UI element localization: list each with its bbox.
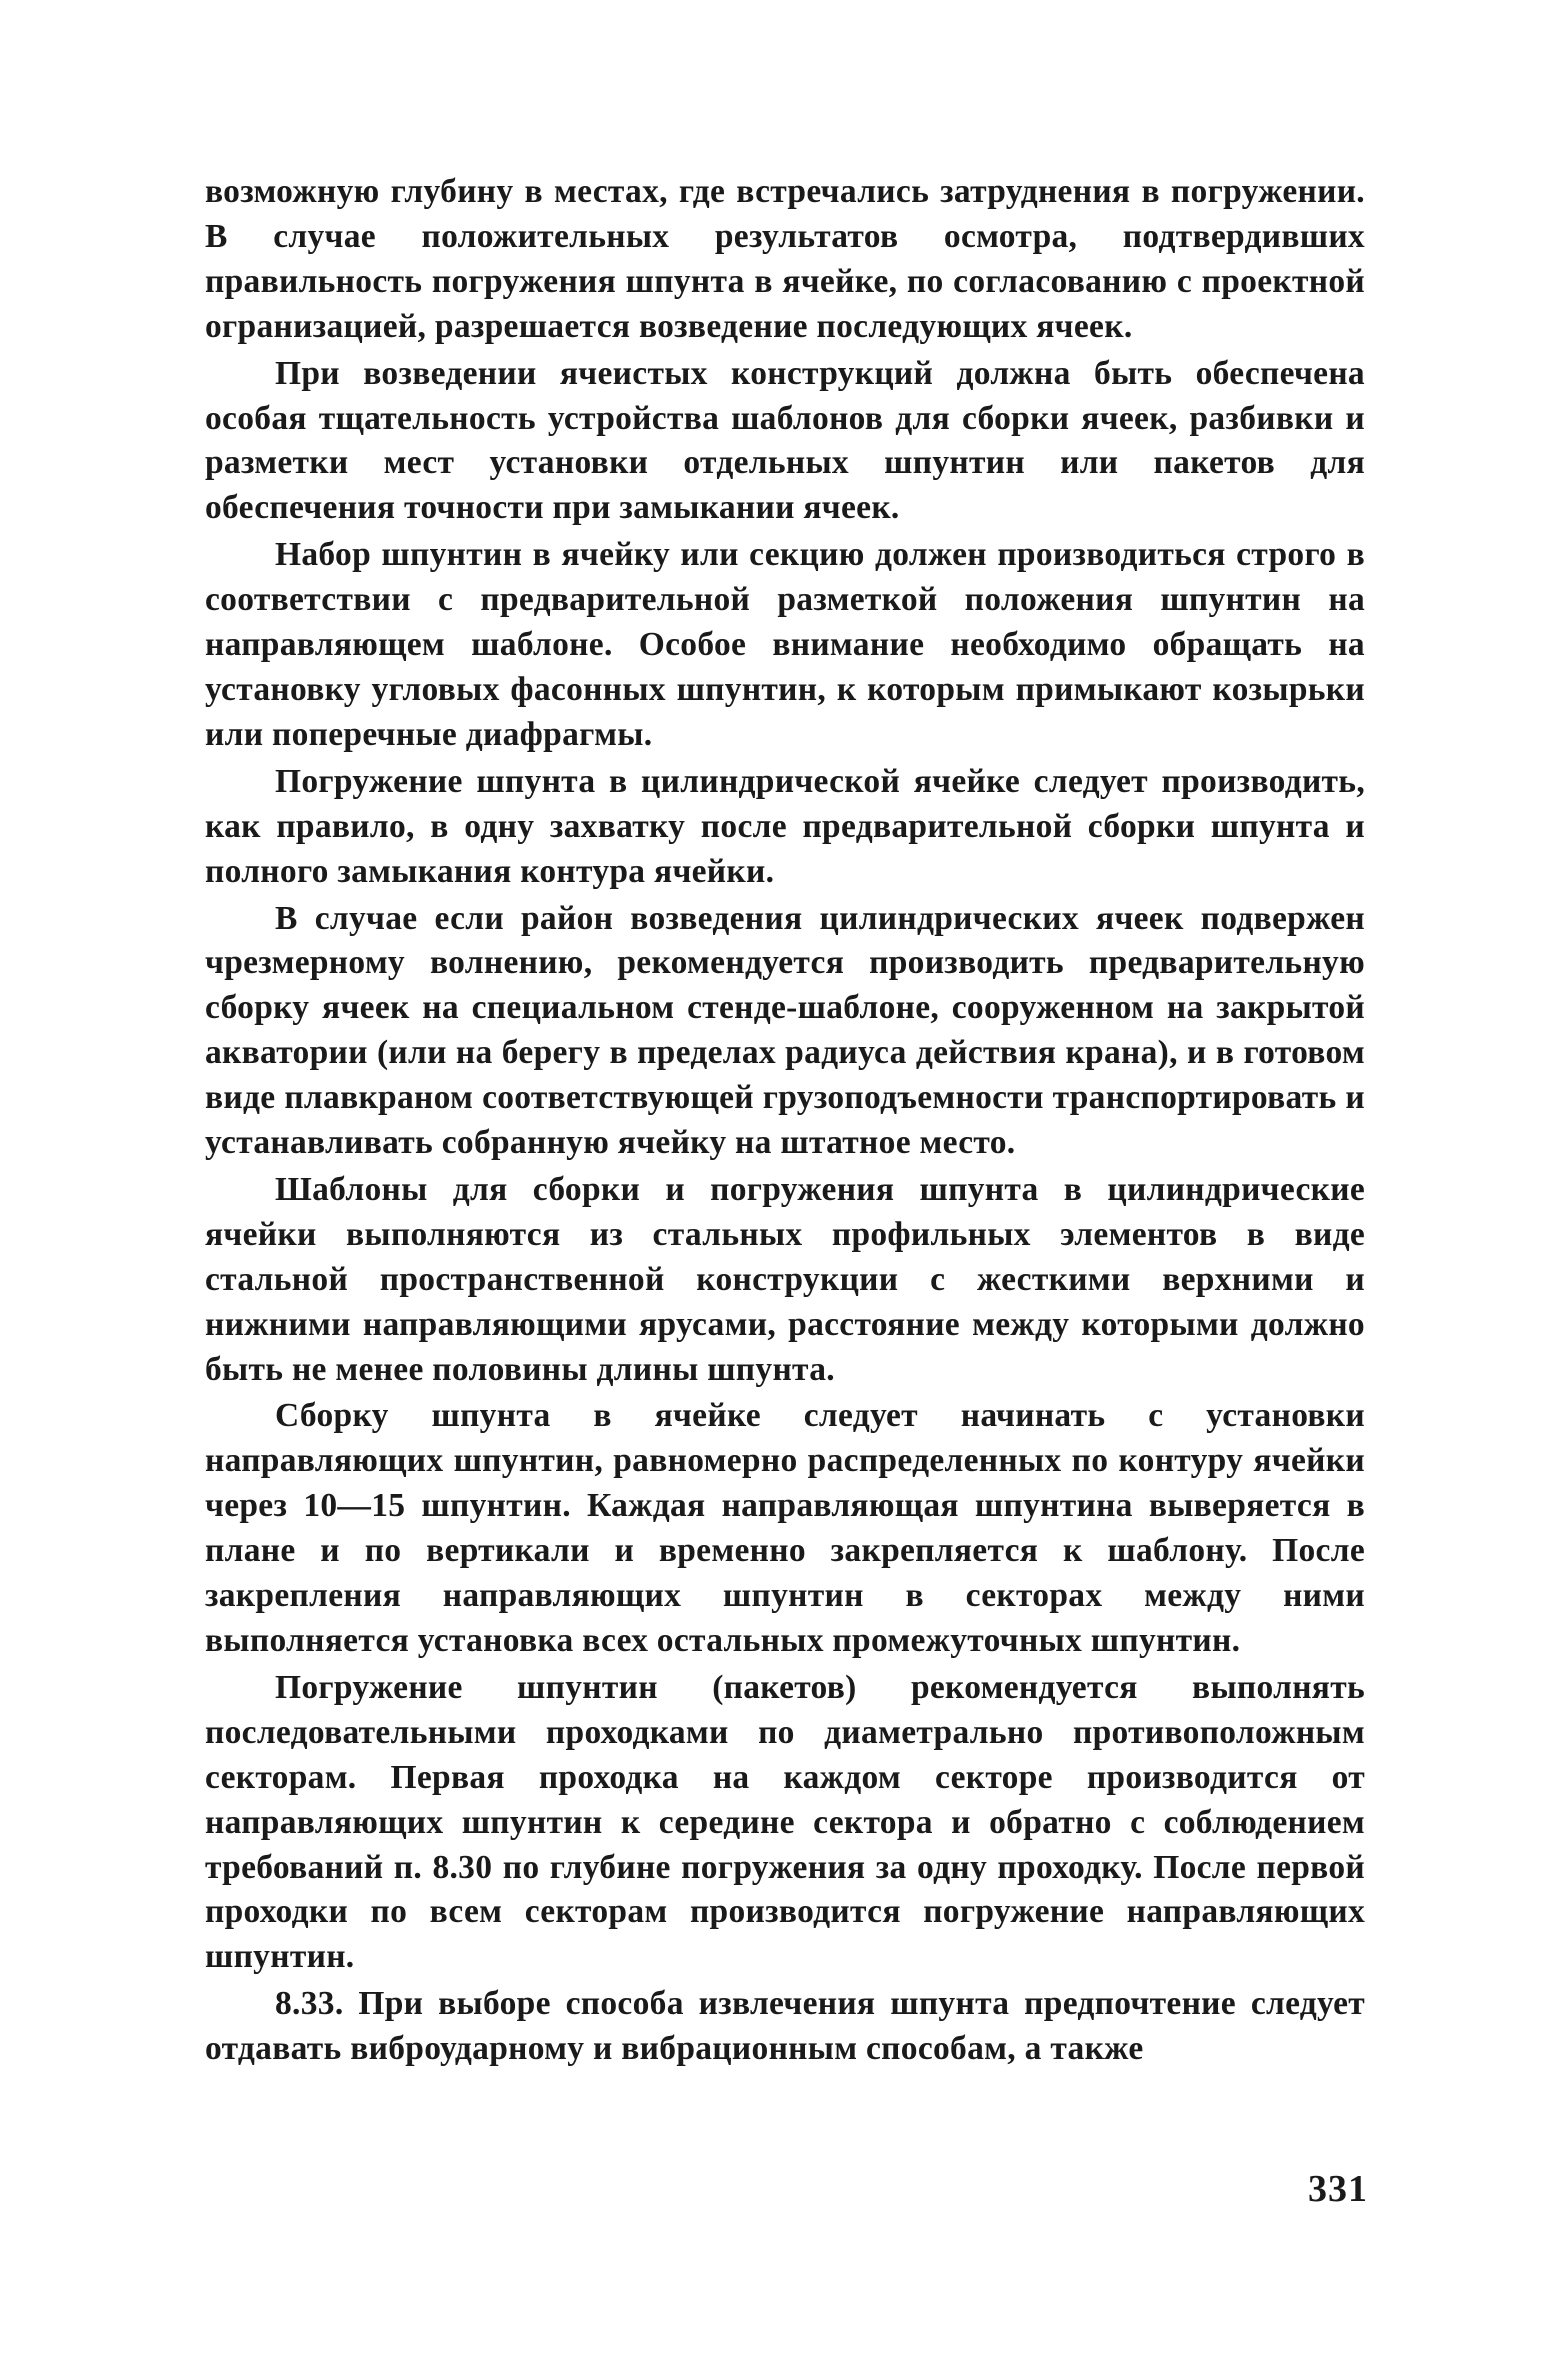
paragraph-7: Сборку шпунта в ячейке следует начинать с установки направляющих шпунтин, равномерно распределенных по контуру ячейки через 10—15 шпунтин. Каждая направляющая шпунтина выверяется в плане и по вертикали и временно закрепляется к шаблону. После закрепления направляющих шпунтин в секторах между ними выполняется установка всех остальных промежуточных шпунтин. <box>205 1397 1365 1659</box>
paragraph-5: В случае если район возведения цилиндрических ячеек подвержен чрезмерному волнению, рекомендуется производить предварительную сборку ячеек на специальном стенде-шаблоне, сооруженном на закрытой акватории (или на берегу в пределах радиуса действия крана), и в готовом виде плавкраном соответствующей грузоподъемности транспортировать и устанавливать собранную ячейку на штатное место. <box>205 899 1365 1162</box>
paragraph-4: Погружение шпунта в цилиндрической ячейке следует производить, как правило, в одну захватку после предварительной сборки шпунта и полного замыкания контура ячейки. <box>205 762 1365 890</box>
paragraph-6: Шаблоны для сборки и погружения шпунта в цилиндрические ячейки выполняются из стальных профильных элементов в виде стальной пространственной конструкции с жесткими верхними и нижними направляющими ярусами, расстояние между которыми должно быть не менее половины длины шпунта. <box>205 1170 1365 1388</box>
page-number: 331 <box>1308 2168 1368 2210</box>
document-page <box>205 170 1365 2074</box>
paragraph-9: 8.33. При выборе способа извлечения шпунта предпочтение следует отдавать виброударному и вибрационным способам, а также <box>205 1985 1365 2068</box>
paragraph-1: возможную глубину в местах, где встречались затруднения в погружении. В случае положительных результатов осмотра, подтвердивших правильность погружения шпунта в ячейке, по согласованию с проектной огранизацией, разрешается возведение последующих ячеек. <box>205 173 1365 345</box>
paragraph-3: Набор шпунтин в ячейку или секцию должен производиться строго в соответствии с предварительной разметкой положения шпунтин на направляющем шаблоне. Особое внимание необходимо обращать на установку угловых фасонных шпунтин, к которым примыкают козырьки или поперечные диафрагмы. <box>205 536 1365 753</box>
paragraph-2: При возведении ячеистых конструкций должна быть обеспечена особая тщательность устройства шаблонов для сборки ячеек, разбивки и разметки мест установки отдельных шпунтин или пакетов для обеспечения точности при замыкании ячеек. <box>205 354 1365 527</box>
paragraph-8: Погружение шпунтин (пакетов) рекомендуется выполнять последовательными проходками по диаметрально противоположным секторам. Первая проходка на каждом секторе производится от направляющих шпунтин к середине сектора и обратно с соблюдением требований п. 8.30 по глубине погружения за одну проходку. После первой проходки по всем секторам производится погружение направляющих шпунтин. <box>205 1668 1365 1976</box>
